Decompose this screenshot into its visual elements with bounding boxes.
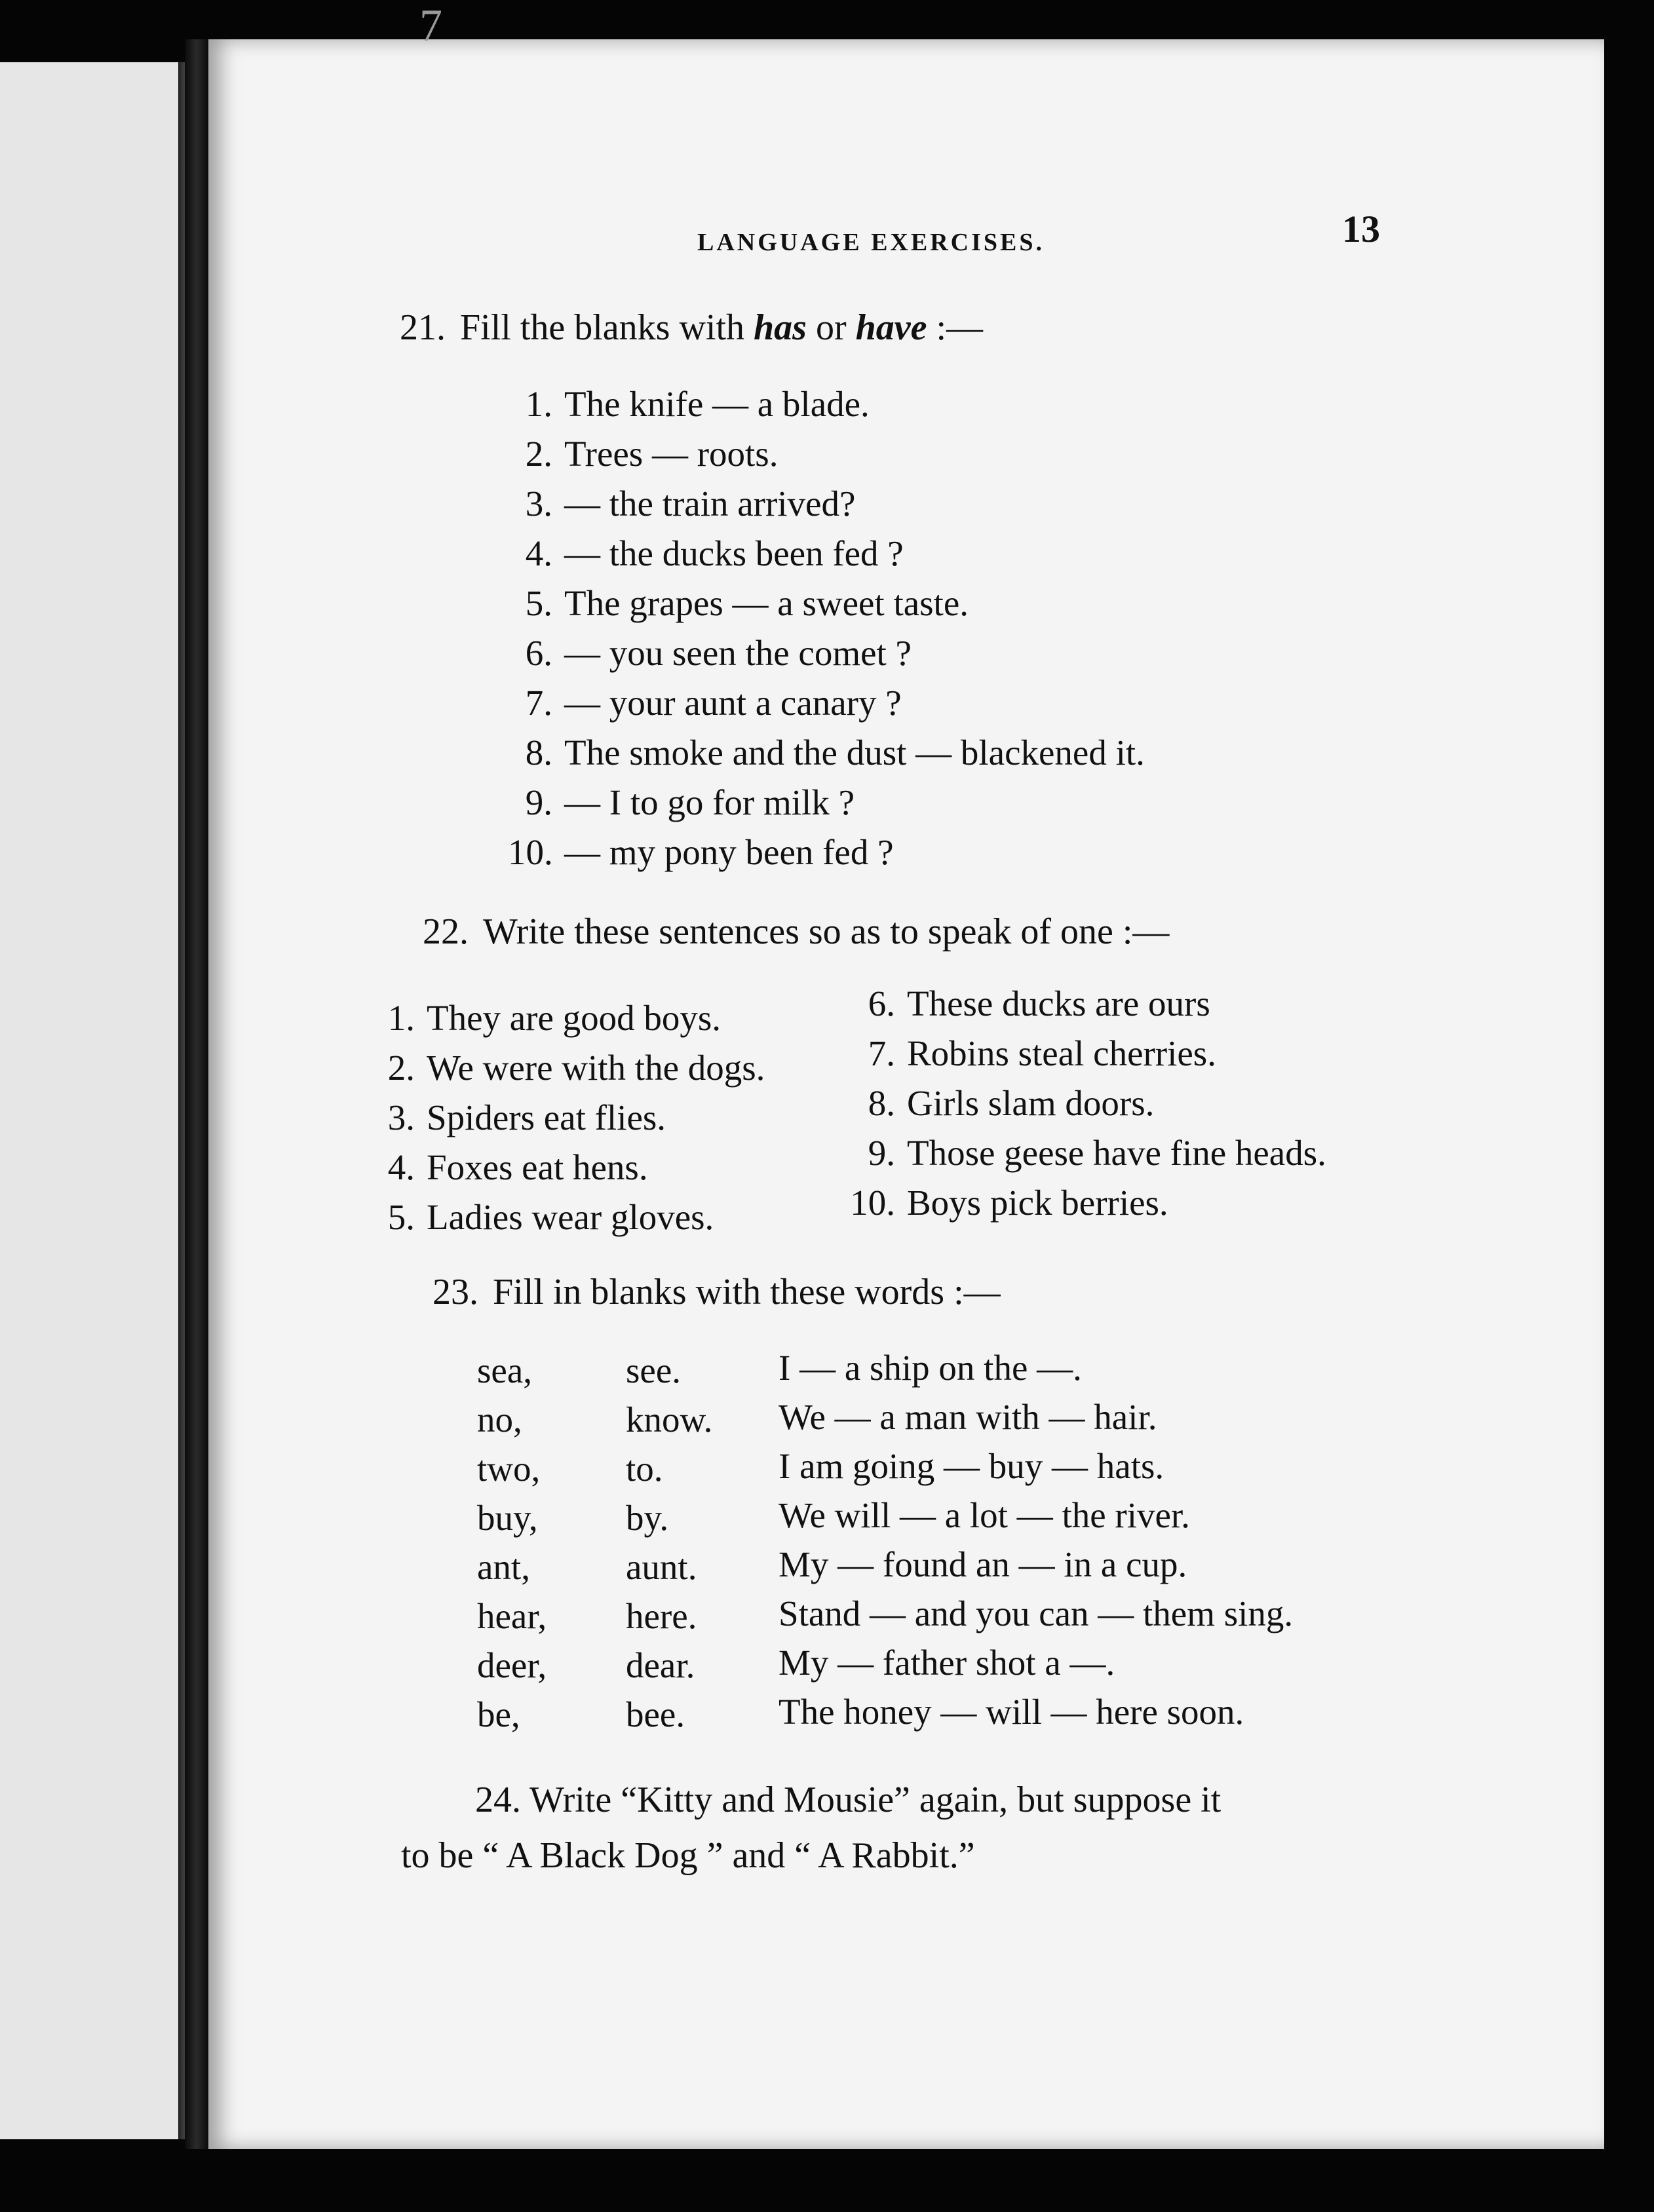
- item-text: Robins steal cherries.: [907, 1033, 1216, 1073]
- item-text: Girls slam doors.: [907, 1083, 1155, 1123]
- item-number: 3.: [525, 484, 552, 524]
- item-text: We were with the dogs.: [427, 1048, 765, 1088]
- item-text: see.: [626, 1350, 681, 1390]
- book-gutter: [185, 39, 208, 2149]
- exercise-22-item: [845, 1182, 1168, 1223]
- word-choice-1: [477, 1645, 547, 1686]
- exercise-22-item: [845, 1082, 1154, 1124]
- exercise-22-item: [383, 1196, 714, 1238]
- title-have: have: [855, 307, 927, 348]
- exercise-21-item: [508, 533, 904, 574]
- item-text: I — a ship on the —.: [779, 1348, 1082, 1388]
- exercise-21-item: [508, 383, 870, 425]
- exercise-22-item: [383, 997, 721, 1039]
- item-number: 6.: [868, 983, 895, 1023]
- item-text: Ladies wear gloves.: [427, 1197, 714, 1237]
- exercise-21-item: [508, 782, 855, 823]
- item-text: My — found an — in a cup.: [779, 1544, 1187, 1584]
- item-text: The smoke and the dust — blackened it.: [564, 733, 1145, 772]
- item-number: 5.: [525, 583, 552, 623]
- item-number: 2.: [387, 1048, 415, 1088]
- exercise-number: 22.: [423, 911, 469, 952]
- item-text: aunt.: [626, 1547, 697, 1587]
- exercise-22-item: [383, 1097, 666, 1138]
- word-choice-2: [626, 1399, 712, 1440]
- exercise-23-sentence: [779, 1642, 1115, 1683]
- item-text: bee.: [626, 1694, 685, 1734]
- word-choice-2: [626, 1595, 697, 1637]
- item-number: 6.: [525, 633, 552, 673]
- word-choice-1: [477, 1595, 547, 1637]
- exercise-23-sentence: [779, 1396, 1157, 1438]
- exercise-22-item: [845, 1132, 1326, 1173]
- title-or: or: [806, 307, 856, 348]
- title-text: Fill in blanks with these words :—: [493, 1272, 1001, 1312]
- exercise-21-item: [508, 483, 855, 524]
- exercise-23-title: [433, 1271, 1001, 1313]
- exercise-22-item: [845, 1033, 1216, 1074]
- top-mark: 7: [419, 1, 442, 51]
- exercise-22-title: [423, 911, 1169, 953]
- item-text: I am going — buy — hats.: [779, 1446, 1164, 1486]
- exercise-22-item: [383, 1047, 765, 1088]
- exercise-23-sentence: [779, 1691, 1244, 1732]
- exercise-21-item: [508, 732, 1145, 773]
- exercise-21-title: [400, 307, 983, 349]
- title-text: Write these sentences so as to speak of one :—: [483, 911, 1170, 952]
- word-choice-2: [626, 1694, 685, 1735]
- exercise-22-item: [383, 1147, 648, 1188]
- word-choice-1: [477, 1694, 520, 1735]
- item-text: — your aunt a canary ?: [564, 683, 902, 723]
- exercise-23-sentence: [779, 1495, 1190, 1536]
- item-text: — the train arrived?: [564, 484, 856, 524]
- word-choice-2: [626, 1497, 668, 1538]
- item-number: 4.: [387, 1147, 415, 1187]
- item-text: be,: [477, 1694, 520, 1734]
- item-text: dear.: [626, 1645, 695, 1685]
- item-number: 2.: [525, 434, 552, 474]
- item-text: deer,: [477, 1645, 547, 1685]
- exercise-22-item: [845, 983, 1210, 1024]
- item-text: Spiders eat flies.: [427, 1097, 666, 1137]
- item-text: These ducks are ours: [907, 983, 1210, 1023]
- item-text: two,: [477, 1449, 541, 1489]
- item-text: My — father shot a —.: [779, 1643, 1115, 1683]
- item-text: Trees — roots.: [564, 434, 779, 474]
- item-number: 9.: [868, 1133, 895, 1173]
- item-text: ant,: [477, 1547, 530, 1587]
- exercise-21-item: [508, 632, 912, 674]
- exercise-23-sentence: [779, 1593, 1293, 1634]
- running-head: LANGUAGE EXERCISES.: [697, 229, 1045, 256]
- item-text: We — a man with — hair.: [779, 1397, 1157, 1437]
- exercise-number: 21.: [400, 307, 446, 348]
- item-number: 8.: [868, 1083, 895, 1123]
- word-choice-2: [626, 1448, 663, 1489]
- page-number: 13: [1342, 208, 1380, 250]
- exercise-21-item: [508, 682, 902, 723]
- exercise-23-sentence: [779, 1347, 1082, 1388]
- item-number: 5.: [387, 1197, 415, 1237]
- item-text: We will — a lot — the river.: [779, 1495, 1190, 1535]
- item-text: Stand — and you can — them sing.: [779, 1593, 1294, 1633]
- word-choice-1: [477, 1399, 522, 1440]
- word-choice-2: [626, 1645, 695, 1686]
- item-text: They are good boys.: [427, 998, 721, 1038]
- item-text: Those geese have fine heads.: [907, 1133, 1326, 1173]
- item-text: here.: [626, 1596, 697, 1636]
- item-number: 7.: [525, 683, 552, 723]
- item-text: by.: [626, 1498, 669, 1538]
- item-text: The honey — will — here soon.: [779, 1692, 1244, 1732]
- exercise-23-sentence: [779, 1445, 1164, 1487]
- title-post: :—: [927, 307, 984, 348]
- word-choice-2: [626, 1350, 681, 1391]
- item-text: hear,: [477, 1596, 547, 1636]
- word-choice-1: [477, 1497, 538, 1538]
- item-number: 10.: [508, 832, 553, 872]
- exercise-21-item: [508, 831, 894, 873]
- item-text: to.: [626, 1449, 663, 1489]
- word-choice-1: [477, 1448, 540, 1489]
- exercise-24-line-1: 24. Write “Kitty and Mousie” again, but suppose it: [475, 1780, 1221, 1820]
- item-number: 4.: [525, 533, 552, 573]
- item-number: 7.: [868, 1033, 895, 1073]
- word-choice-2: [626, 1546, 697, 1588]
- item-number: 3.: [387, 1097, 415, 1137]
- item-number: 1.: [387, 998, 415, 1038]
- item-number: 1.: [525, 384, 552, 424]
- item-text: no,: [477, 1400, 522, 1440]
- word-choice-1: [477, 1546, 530, 1588]
- title-text: Fill the blanks with: [460, 307, 754, 348]
- item-number: 10.: [850, 1183, 895, 1223]
- exercise-23-sentence: [779, 1544, 1187, 1585]
- item-text: know.: [626, 1400, 713, 1440]
- word-choice-1: [477, 1350, 532, 1391]
- exercise-number: 23.: [433, 1272, 478, 1312]
- item-text: sea,: [477, 1350, 532, 1390]
- item-number: 8.: [525, 733, 552, 772]
- item-text: — the ducks been fed ?: [564, 533, 904, 573]
- item-text: — I to go for milk ?: [564, 782, 855, 822]
- item-text: buy,: [477, 1498, 538, 1538]
- item-text: — my pony been fed ?: [564, 832, 894, 872]
- title-has: has: [754, 307, 807, 348]
- item-text: Foxes eat hens.: [427, 1147, 648, 1187]
- exercise-24-line-2: to be “ A Black Dog ” and “ A Rabbit.”: [401, 1835, 975, 1876]
- item-text: The knife — a blade.: [564, 384, 870, 424]
- item-number: 9.: [525, 782, 552, 822]
- exercise-21-item: [508, 582, 969, 624]
- exercise-21-item: [508, 433, 778, 474]
- left-page-edge: [0, 62, 185, 2139]
- item-text: — you seen the comet ?: [564, 633, 912, 673]
- item-text: Boys pick berries.: [907, 1183, 1168, 1223]
- item-text: The grapes — a sweet taste.: [564, 583, 969, 623]
